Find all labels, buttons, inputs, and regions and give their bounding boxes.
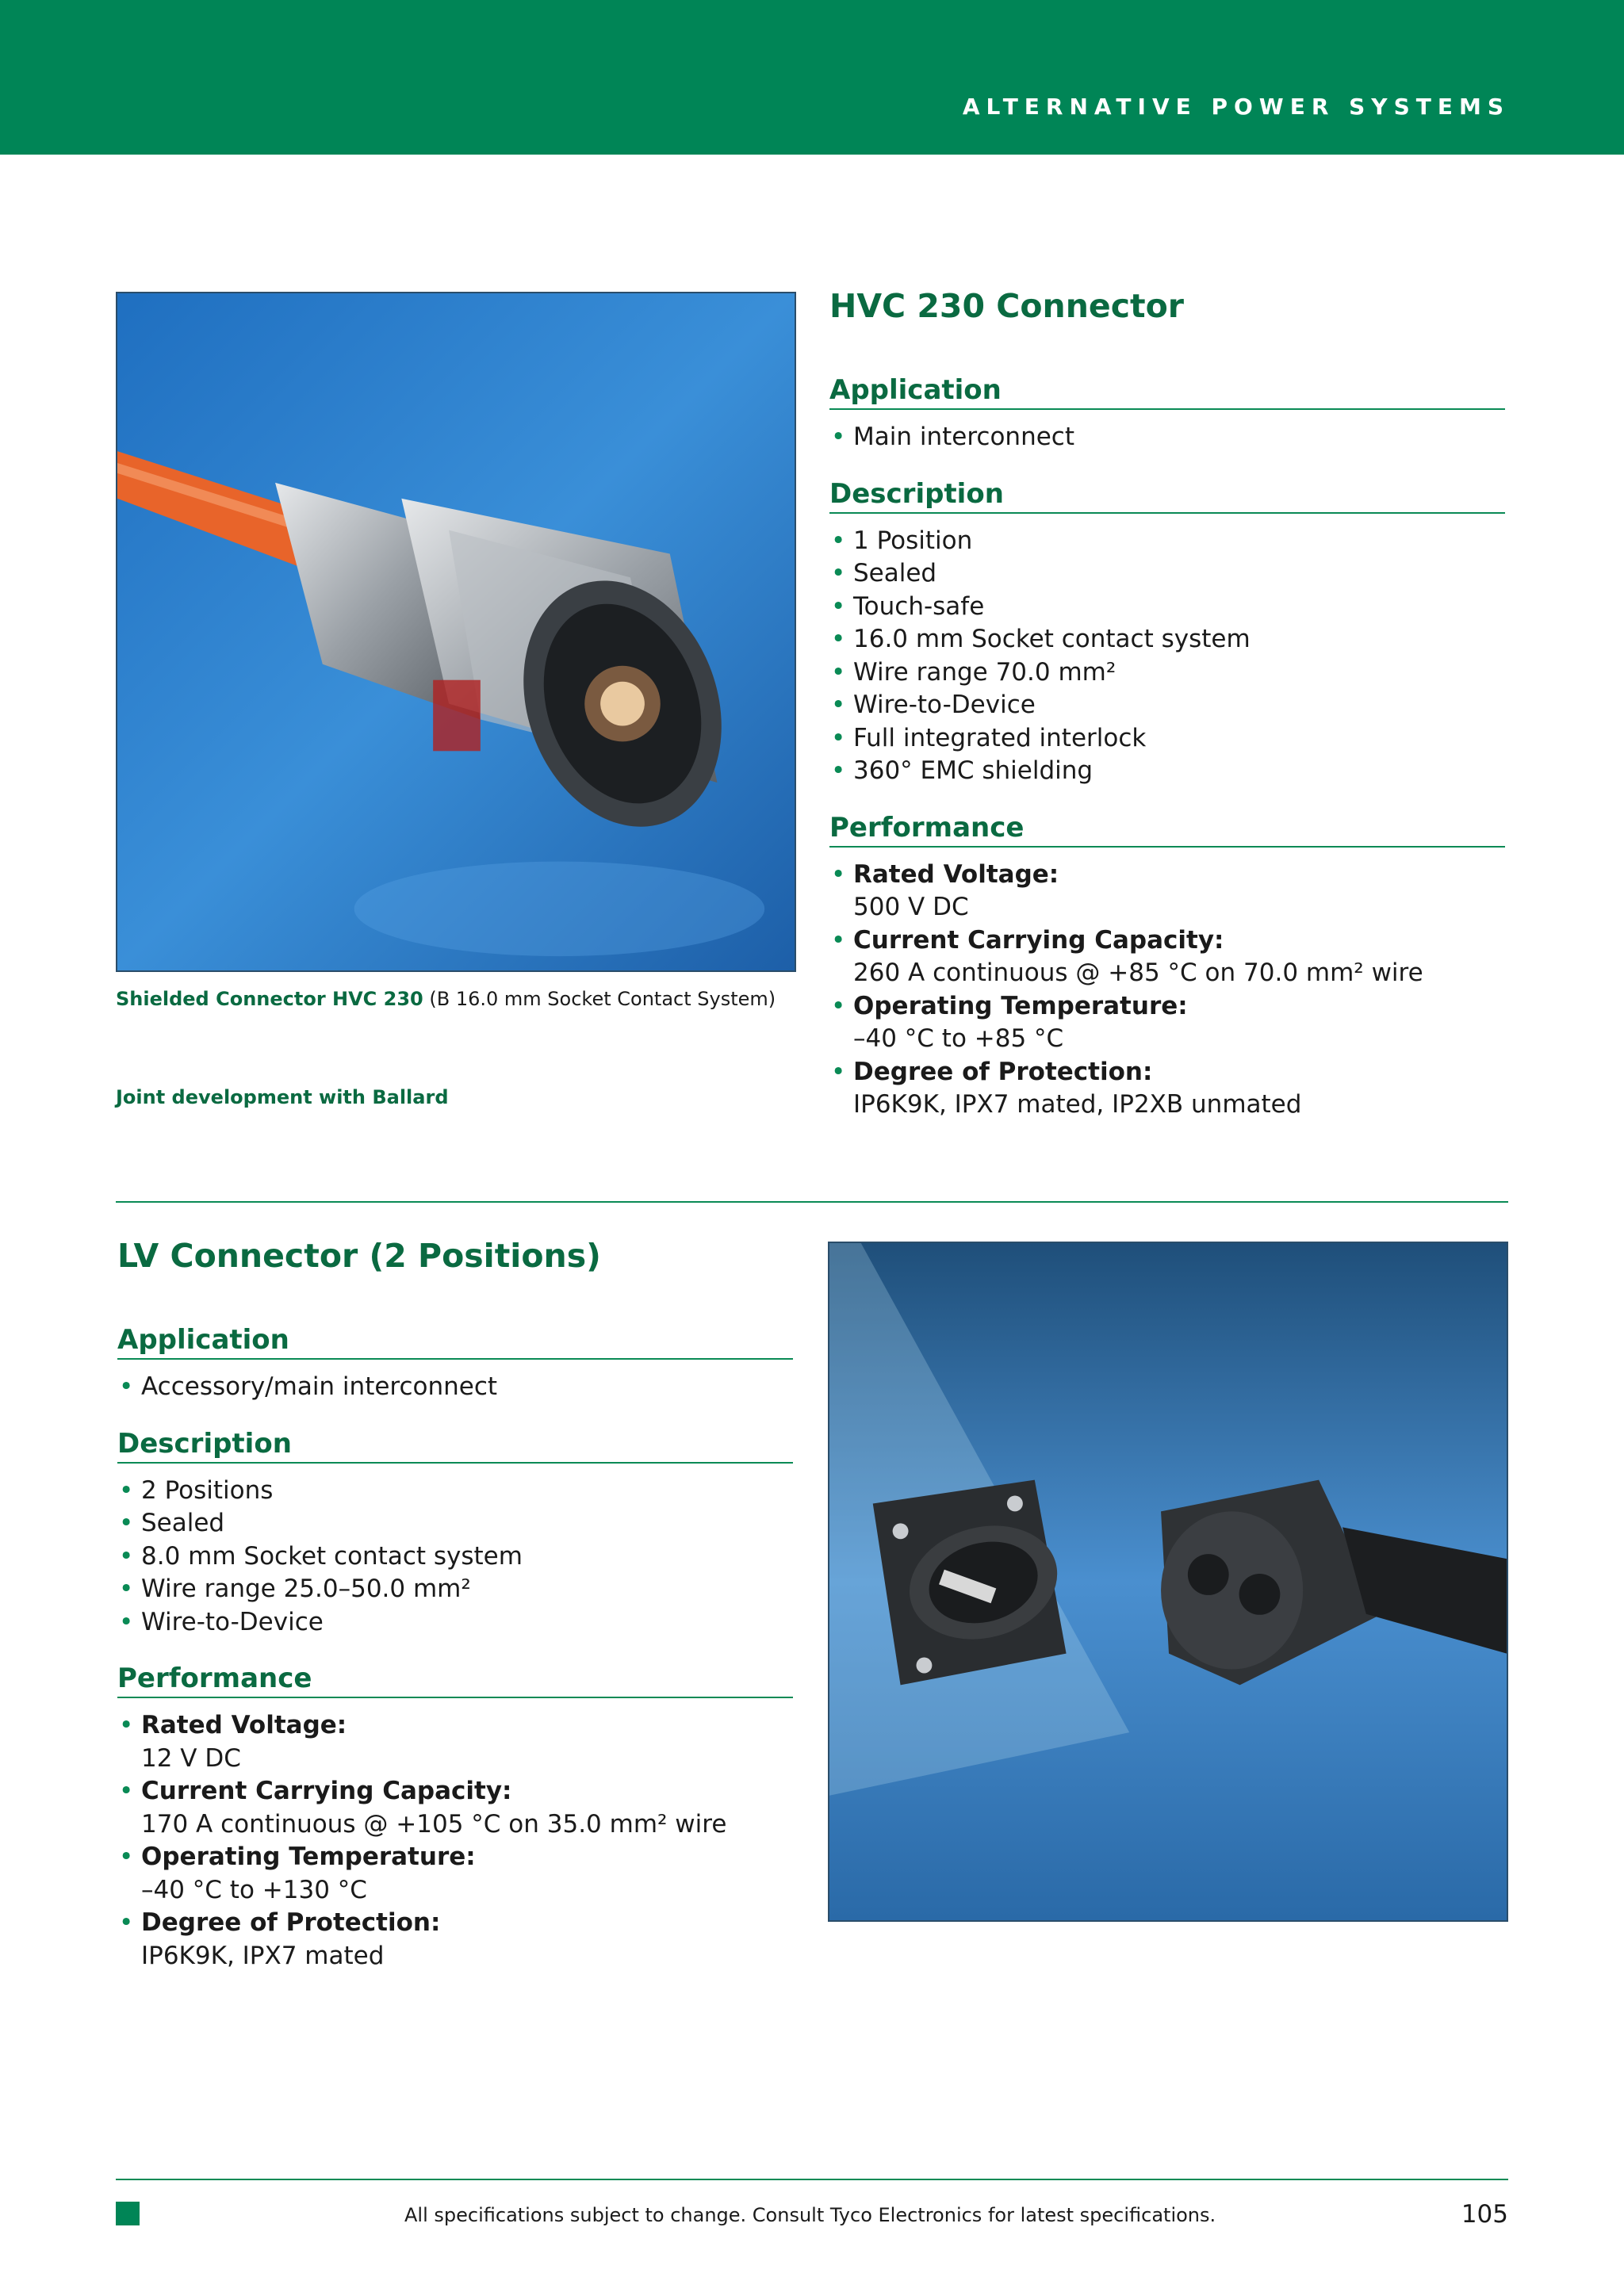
lv-application-list (117, 1371, 793, 1404)
footer-divider (116, 2179, 1508, 2180)
hvc-caption-rest: (B 16.0 mm Socket Contact System) (423, 988, 776, 1010)
section-title: ALTERNATIVE POWER SYSTEMS (962, 94, 1510, 120)
list-item: • Wire range 25.0–50.0 mm² (119, 1575, 471, 1603)
list-item: • Sealed (831, 559, 937, 587)
lv-description-heading: Description (117, 1426, 793, 1464)
hvc-performance-heading: Performance (829, 810, 1505, 848)
hvc-caption-bold: Shielded Connector HVC 230 (116, 988, 423, 1010)
lv-description-list (117, 1475, 793, 1640)
lv-connector-photo (828, 1242, 1508, 1922)
list-item: • Full integrated interlock (831, 723, 1147, 752)
list-item: • Rated Voltage: 500 V DC (831, 859, 1059, 921)
hvc-spec-block (829, 285, 1505, 1144)
page-number: 105 (1461, 2200, 1508, 2229)
header-band (0, 0, 1624, 155)
list-item: • Degree of Protection: IP6K9K, IPX7 mated, IP2XB unmated (831, 1057, 1302, 1119)
list-item: • Touch-safe (831, 591, 985, 621)
list-item: • Accessory/main interconnect (119, 1372, 498, 1401)
list-item: • 2 Positions (119, 1475, 274, 1505)
lv-spec-block (117, 1235, 793, 1995)
lv-performance-heading: Performance (117, 1661, 793, 1698)
section-divider (116, 1201, 1508, 1203)
list-item: • Wire-to-Device (119, 1607, 324, 1636)
hvc-description-list (829, 525, 1505, 788)
list-item: • Current Carrying Capacity: 260 A continuous @ +85 °C on 70.0 mm² wire (831, 925, 1423, 987)
list-item: • 360° EMC shielding (831, 756, 1094, 785)
list-item: • Wire range 70.0 mm² (831, 657, 1116, 687)
hvc-application-heading: Application (829, 373, 1505, 410)
list-item: • Operating Temperature: –40 °C to +130 °C (119, 1843, 476, 1904)
lv-application-heading: Application (117, 1322, 793, 1360)
list-item: • Rated Voltage: 12 V DC (119, 1711, 347, 1773)
footer-note: All specifications subject to change. Consult Tyco Electronics for latest specifications. (404, 2204, 1216, 2226)
list-item: • 1 Position (831, 526, 973, 555)
list-item: • Operating Temperature: –40 °C to +85 °C (831, 991, 1188, 1053)
hvc-product-title: HVC 230 Connector (829, 287, 1184, 325)
hvc-photo-caption (116, 988, 776, 1010)
list-item: • 16.0 mm Socket contact system (831, 625, 1251, 653)
hvc-connector-photo (116, 292, 796, 972)
list-item: • Current Carrying Capacity: 170 A continuous @ +105 °C on 35.0 mm² wire (119, 1777, 727, 1839)
lv-performance-list (117, 1709, 793, 1973)
list-item: • Wire-to-Device (831, 691, 1036, 719)
list-item: • 8.0 mm Socket contact system (119, 1541, 523, 1571)
list-item: • Sealed (119, 1509, 225, 1537)
hvc-description-heading: Description (829, 476, 1505, 514)
hvc-application-list (829, 421, 1505, 454)
list-item: • Main interconnect (831, 423, 1074, 451)
joint-development-note: Joint development with Ballard (116, 1086, 449, 1108)
list-item: • Degree of Protection: IP6K9K, IPX7 mated (119, 1908, 441, 1970)
hvc-performance-list (829, 859, 1505, 1122)
footer-marker (116, 2202, 140, 2225)
lv-product-title: LV Connector (2 Positions) (117, 1237, 601, 1275)
